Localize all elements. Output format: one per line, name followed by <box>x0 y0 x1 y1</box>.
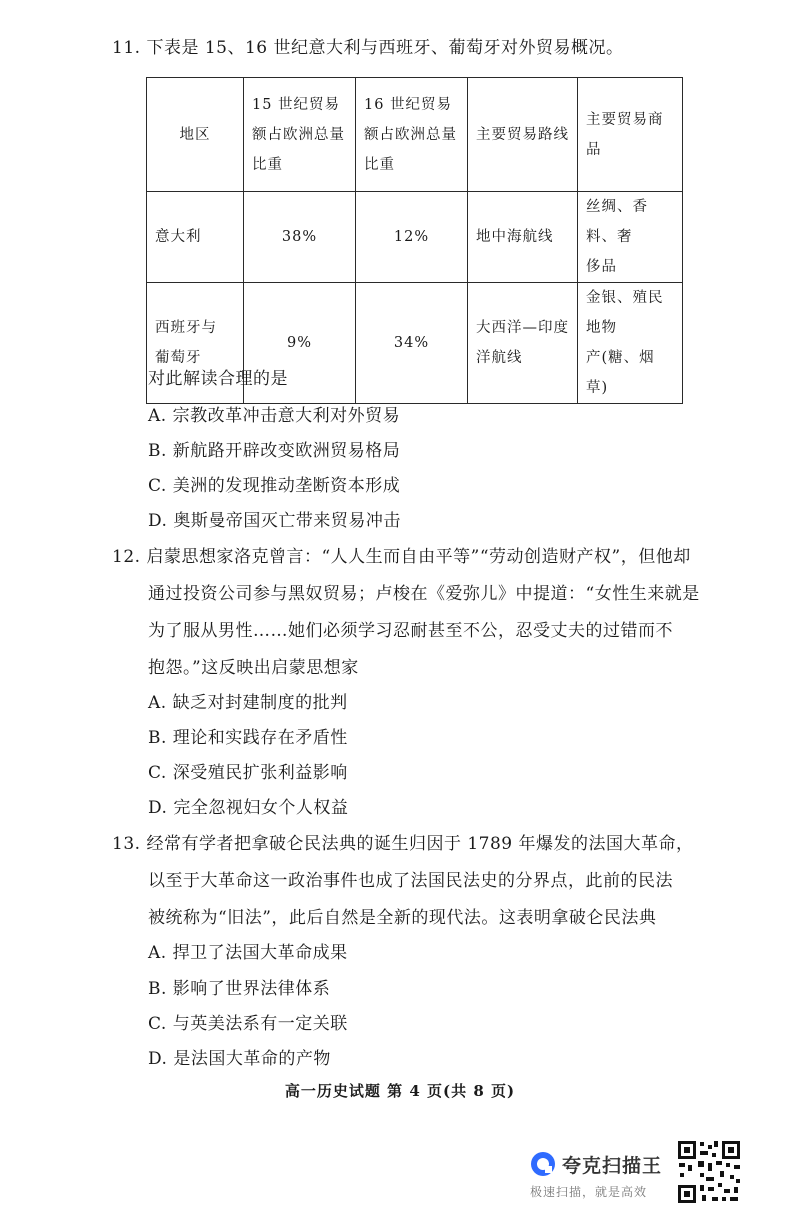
q12-stem-line: 抱怨。”这反映出启蒙思想家 <box>148 658 359 678</box>
q13-option-c: C. 与英美法系有一定关联 <box>148 1014 348 1034</box>
table-row <box>147 192 683 283</box>
cell-goods: 丝绸、香料、奢 侈品 <box>578 192 683 283</box>
q13-option-a: A. 捍卫了法国大革命成果 <box>148 943 348 963</box>
scanner-brand-name: 夸克扫描王 <box>562 1155 663 1177</box>
q11-option-b: B. 新航路开辟改变欧洲贸易格局 <box>148 441 401 461</box>
cell-route: 地中海航线 <box>468 192 578 283</box>
q12-option-d: D. 完全忽视妇女个人权益 <box>148 798 349 818</box>
quark-logo-icon <box>530 1151 556 1177</box>
q11-prompt: 对此解读合理的是 <box>148 369 288 389</box>
q12-option-a: A. 缺乏对封建制度的批判 <box>148 693 348 713</box>
cell-p16: 34% <box>356 283 468 404</box>
q11-option-c: C. 美洲的发现推动垄断资本形成 <box>148 476 401 496</box>
q12-stem-line: 通过投资公司参与黑奴贸易；卢梭在《爱弥儿》中提道：“女性生来就是 <box>148 584 700 604</box>
header-route: 主要贸易路线 <box>468 78 578 192</box>
qr-code-icon <box>676 1139 742 1205</box>
header-region: 地区 <box>147 78 244 192</box>
cell-region: 西班牙与 葡萄牙 <box>147 283 244 404</box>
trade-table <box>146 77 683 404</box>
q13-option-b: B. 影响了世界法律体系 <box>148 979 331 999</box>
header-goods: 主要贸易商品 <box>578 78 683 192</box>
q11-stem: 11. 下表是 15、16 世纪意大利与西班牙、葡萄牙对外贸易概况。 <box>112 38 624 58</box>
q13-stem-line: 以至于大革命这一政治事件也成了法国民法史的分界点，此前的民法 <box>148 871 673 891</box>
cell-goods: 金银、殖民地物 产(糖、烟草) <box>578 283 683 404</box>
q12-option-c: C. 深受殖民扩张利益影响 <box>148 763 348 783</box>
q11-option-a: A. 宗教改革冲击意大利对外贸易 <box>148 406 401 426</box>
cell-region: 意大利 <box>147 192 244 283</box>
header-16c: 16 世纪贸易 额占欧洲总量 比重 <box>356 78 468 192</box>
cell-p15: 9% <box>244 283 356 404</box>
q12-option-b: B. 理论和实践存在矛盾性 <box>148 728 348 748</box>
cell-route: 大西洋—印度 洋航线 <box>468 283 578 404</box>
q13-option-d: D. 是法国大革命的产物 <box>148 1049 331 1069</box>
q12-stem-line: 12. 启蒙思想家洛克曾言：“人人生而自由平等”“劳动创造财产权”，但他却 <box>112 547 691 567</box>
cell-p15: 38% <box>244 192 356 283</box>
table-header-row <box>147 78 683 192</box>
scanner-watermark <box>530 1143 670 1203</box>
page-footer: 高一历史试题 第 4 页(共 8 页) <box>284 1082 516 1100</box>
q11-option-d: D. 奥斯曼帝国灭亡带来贸易冲击 <box>148 511 401 531</box>
q13-stem-line: 13. 经常有学者把拿破仑民法典的诞生归因于 1789 年爆发的法国大革命， <box>112 834 694 854</box>
header-15c: 15 世纪贸易 额占欧洲总量 比重 <box>244 78 356 192</box>
q13-stem-line: 被统称为“旧法”，此后自然是全新的现代法。这表明拿破仑民法典 <box>148 908 657 928</box>
cell-p16: 12% <box>356 192 468 283</box>
scanner-slogan: 极速扫描，就是高效 <box>530 1185 648 1199</box>
q12-stem-line: 为了服从男性……她们必须学习忍耐甚至不公，忍受丈夫的过错而不 <box>148 621 673 641</box>
